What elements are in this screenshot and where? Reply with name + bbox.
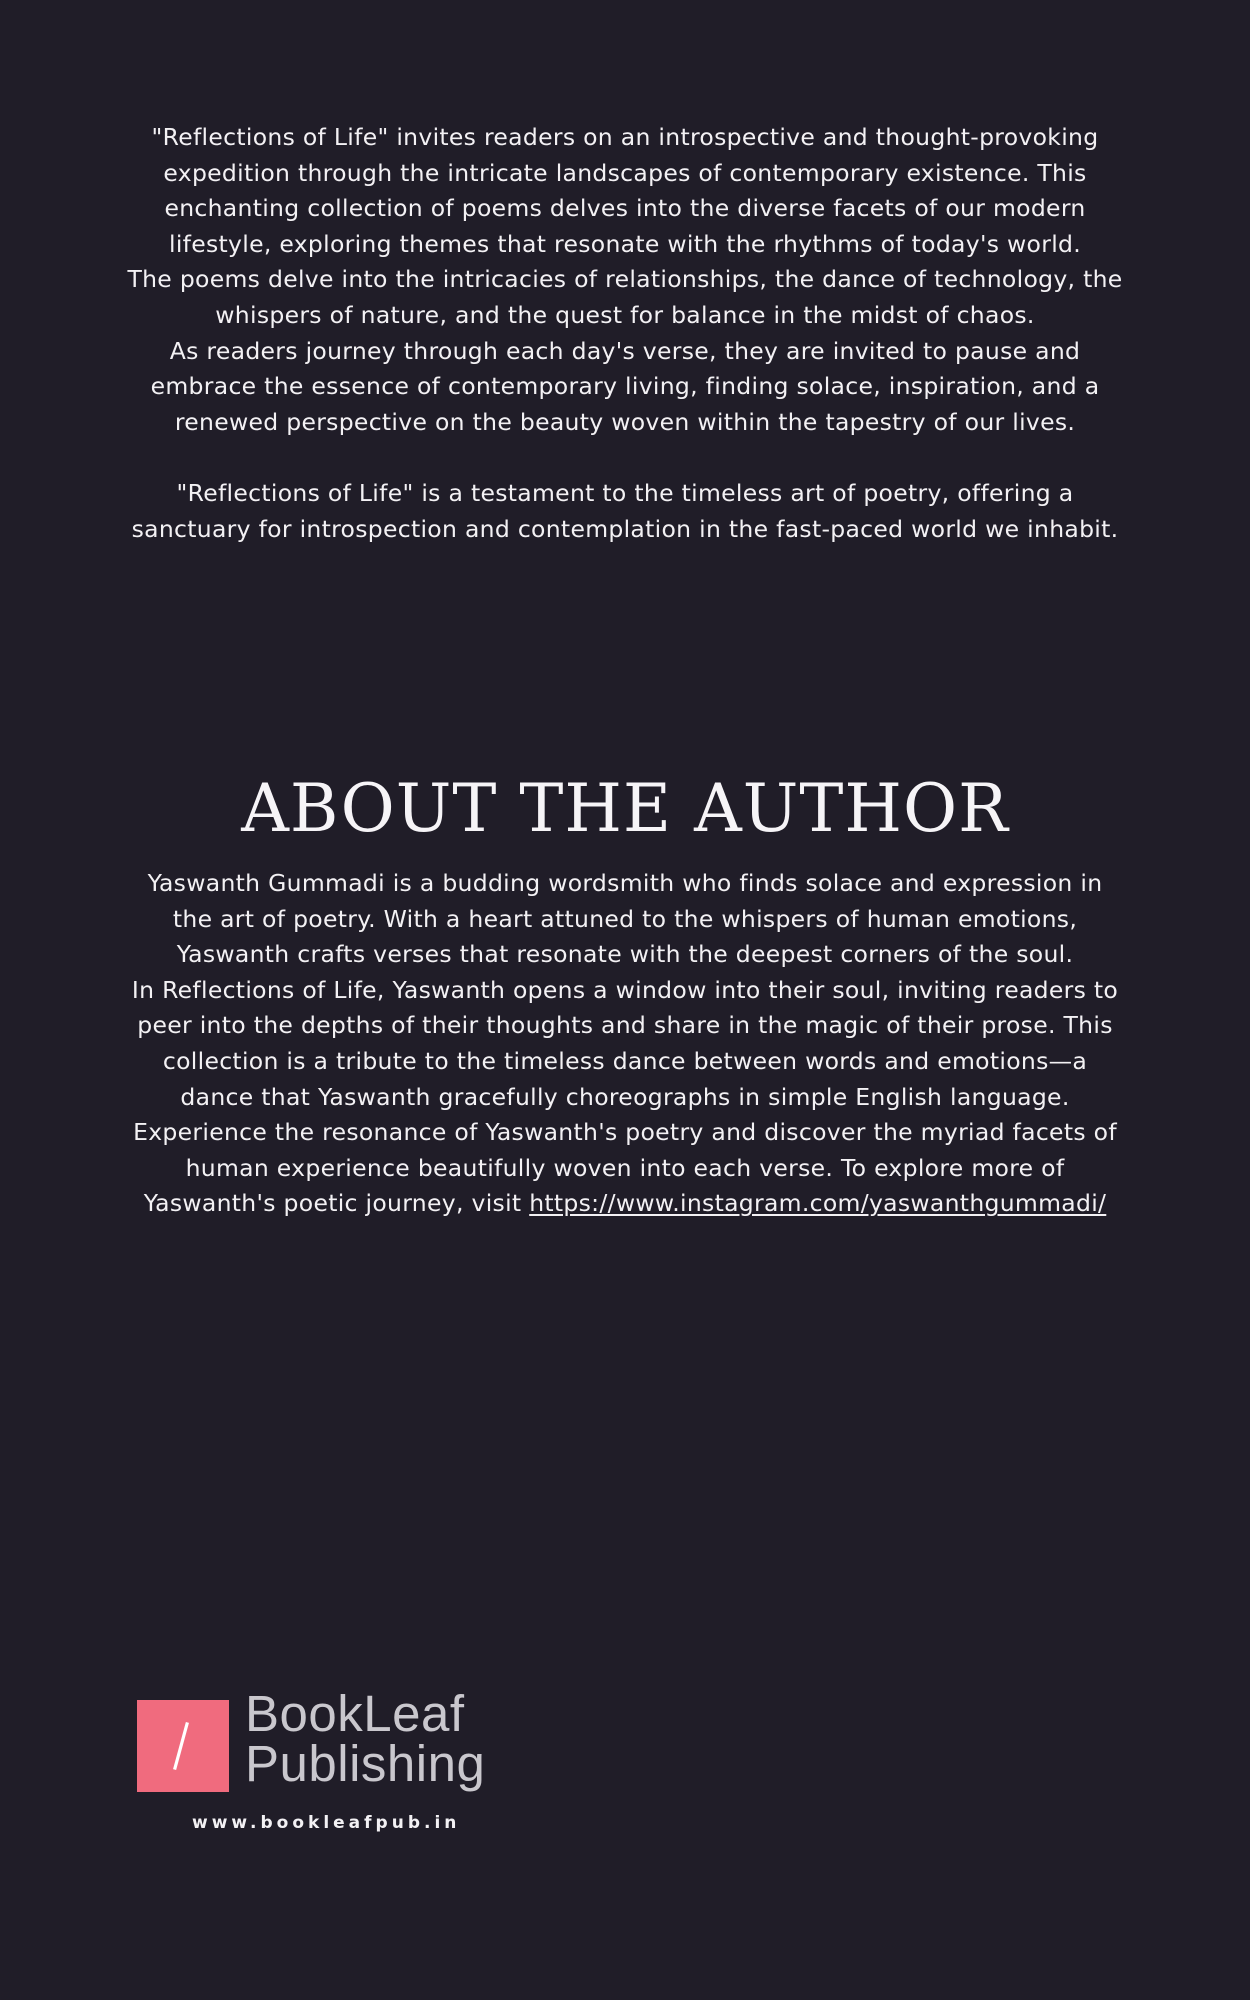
about-author-heading: ABOUT THE AUTHOR — [241, 770, 1009, 847]
book-blurb — [125, 120, 1125, 547]
publisher-name-line1: BookLeaf — [245, 1685, 465, 1742]
publisher-website: www.bookleafpub.in — [192, 1813, 461, 1833]
bio-paragraph: Yaswanth Gummadi is a budding wordsmith who finds solace and expression in the art of poetry. With a heart attuned to the whispers of human emotions, Yaswanth crafts verses that resonate with the deepest corners of the soul. — [147, 869, 1103, 969]
publisher-name — [245, 1685, 486, 1792]
slash-mark-icon — [137, 1700, 229, 1792]
author-bio — [125, 866, 1125, 1222]
blurb-paragraph: The poems delve into the intricacies of relationships, the dance of technology, the whispers of nature, and the quest for balance in the midst of chaos. — [127, 265, 1123, 329]
blurb-paragraph: "Reflections of Life" is a testament to the timeless art of poetry, offering a sanctuary for introspection and contemplation in the fast-paced world we inhabit. — [131, 478, 1119, 543]
paragraph-spacer — [125, 440, 1125, 476]
publisher-name-line2: Publishing — [245, 1735, 486, 1792]
instagram-link[interactable]: https://www.instagram.com/yaswanthgummadi/ — [529, 1189, 1107, 1218]
bio-text: Experience the resonance of Yaswanth's poetry and discover the myriad facets of human experience beautifully woven into each verse. To explore more of Yaswanth's poetic journey, visit — [133, 1118, 1117, 1218]
bio-paragraph: In Reflections of Life, Yaswanth opens a window into their soul, inviting readers to peer into the depths of their thoughts and share in the magic of their prose. This collection is a tribute to the timeless dance between words and emotions—a dance that Yaswanth gracefully choreographs in simple English language. — [131, 975, 1119, 1111]
bio-paragraph — [125, 1115, 1125, 1222]
blurb-paragraph: As readers journey through each day's verse, they are invited to pause and embrace the essence of contemporary living, finding solace, inspiration, and a renewed perspective on the beauty woven within the tapestry of our lives. — [150, 336, 1100, 436]
bookleaf-logo — [137, 1685, 497, 1805]
blurb-paragraph: "Reflections of Life" invites readers on an introspective and thought-provoking expedition through the intricate landscapes of contemporary existence. This enchanting collection of poems delves into the diverse facets of our modern lifestyle, exploring themes that resonate with the rhythms of today's world. — [151, 123, 1099, 258]
